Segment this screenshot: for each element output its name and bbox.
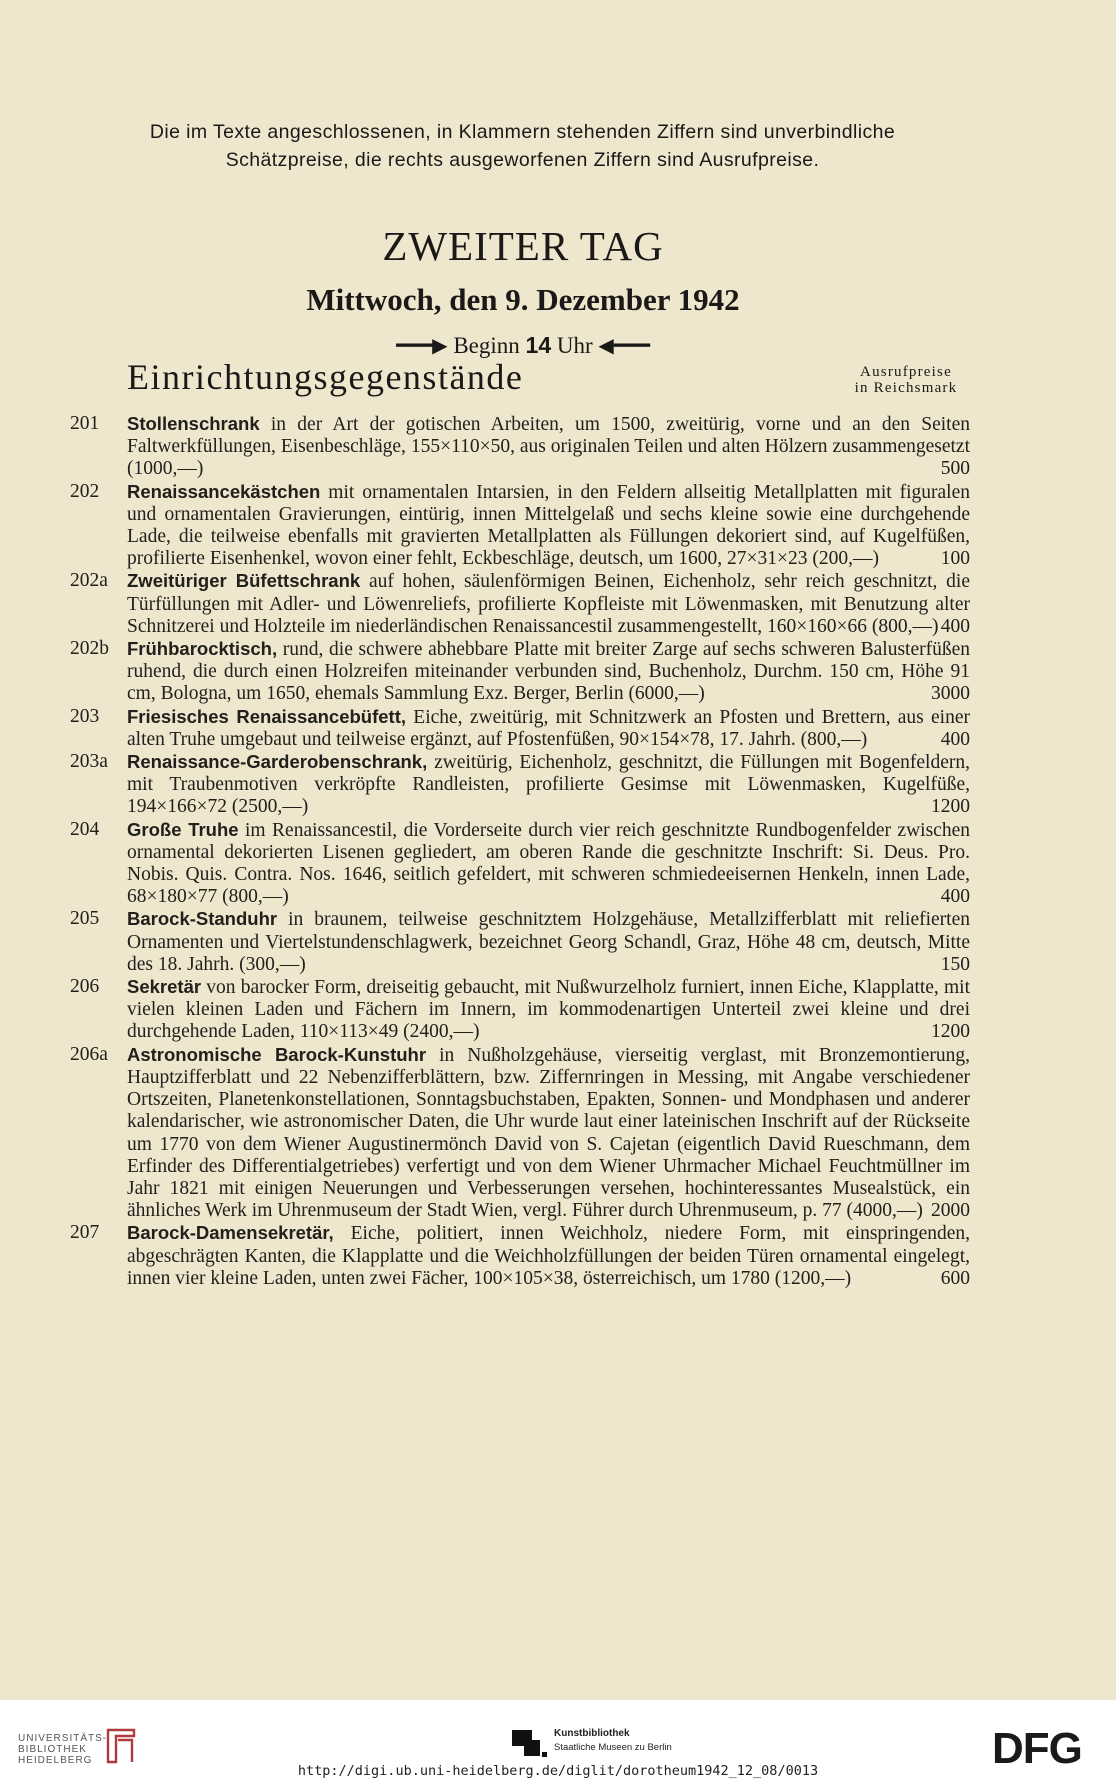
university-line2: BIBLIOTHEK	[18, 1744, 87, 1755]
university-line3: HEIDELBERG	[18, 1755, 93, 1766]
item-text: rund, die schwere abhebbare Platte mit breiter Zarge auf sechs schweren Balusterfüßen ruhend, die durch einen Holzreifen miteinander verbunden sind, Buchenholz, Durchm. 150 cm, Höhe 91 cm, Bologna, um 1650, ehemals Sammlung Exz. Berger, Berlin (6000,—)	[127, 639, 971, 705]
footer-bar	[0, 1700, 1116, 1786]
list-item	[70, 570, 970, 638]
item-name: Friesisches Renaissancebüfett,	[127, 705, 406, 727]
price-header-line2: in Reichsmark	[854, 380, 958, 396]
item-text: Eiche, zweitürig, mit Schnitzwerk an Pfosten und Brettern, aus einer alten Truhe umgebaut und teilweise ergänzt, auf Pfostenfüßen, 90×154×78, 17. Jahrh. (800,—)	[127, 706, 971, 750]
item-number: 206a	[70, 1043, 108, 1065]
item-text: im Renaissancestil, die Vorderseite durch vier reich geschnitzte Rundbogenfelder zwischen ornamental dekorierten Lisenen gegliedert, am oberen Rande die geschnitzte Inschrift: Si. Deus. Pro. Nobis. Quis. Contra. Nos. 1646, seitlich gefeldert, mit schweren schmiedeeisernen Henkeln, innen Lade, 68×180×77 (800,—)	[127, 819, 970, 908]
item-number: 202b	[70, 638, 109, 660]
section-title: Einrichtungsgegenstände	[127, 357, 524, 397]
item-text: auf hohen, säulenförmigen Beinen, Eichenholz, sehr reich geschnitzt, die Türfüllungen mit Adler- und Löwenreliefs, profilierte Kopfleiste mit Löwenmasken, mit Benutzung alter Schnitzerei und Holzteile im niederländischen Renaissancestil zusammengestellt, 160×160×66 (800,—)	[127, 571, 971, 637]
item-text: in Nußholzgehäuse, vierseitig verglast, mit Bronzemontierung, Hauptzifferblatt und 22 Nebenzifferblättern, bzw. Ziffernringen in Messing, mit Angabe verschiedener Ortszeiten, Planetenkonstellationen, Sonntagsbuchstaben, Epakten, Sonnen- und Mondphasen und anderer kalendarischer, wie astronomischer Daten, die Uhr wurde laut einer lateinischen Inschrift auf der Rückseite um 1770 von dem Wiener Augustinermönch David von S. Cajetan (eigentlich David Rueschmann, dem Erfinder des Differentialgetriebes) verfertigt und von dem Wiener Uhrmacher Michael Feuchtmüllner im Jahr 1821 mit einigen Neuerungen und Verbesserungen versehen, hochinteressantes Musealstück, ein ähnliches Werk im Uhrenmuseum der Stadt Wien, vergl. Führer durch Uhrenmuseum, p. 77 (4000,—)	[127, 1044, 971, 1222]
source-url[interactable]: http://digi.ub.uni-heidelberg.de/diglit/dorotheum1942_12_08/0013	[297, 1763, 819, 1779]
kunstbibliothek-name: Kunstbibliothek	[554, 1728, 630, 1739]
item-price: 1200	[931, 1021, 970, 1043]
day-title: ZWEITER TAG	[382, 223, 664, 269]
item-price: 1200	[931, 796, 970, 818]
item-number: 205	[70, 908, 100, 930]
arrow-left-icon: ◀━━━	[598, 335, 650, 357]
item-price: 400	[940, 615, 970, 637]
begin-unit: Uhr	[556, 333, 593, 358]
item-name: Renaissance-Garderobenschrank,	[127, 751, 428, 773]
university-logo-icon	[104, 1726, 138, 1766]
list-item	[70, 706, 970, 751]
university-line1: UNIVERSITÄTS-	[18, 1733, 108, 1744]
item-price: 500	[940, 458, 970, 480]
item-price: 150	[940, 953, 970, 975]
list-item	[70, 638, 970, 706]
item-number: 201	[70, 413, 100, 434]
list-item	[70, 751, 970, 819]
item-name: Astronomische Barock-Kunstuhr	[127, 1043, 427, 1065]
item-text: in braunem, teilweise geschnitztem Holzgehäuse, Metallzifferblatt mit reliefierten Ornamenten und Viertelstundenschlagwerk, bezeichnet Georg Schandl, Graz, Höhe 48 cm, deutsch, Mitte des 18. Jahrh. (300,—)	[127, 909, 970, 975]
item-name: Barock-Standuhr	[127, 908, 278, 930]
list-item	[70, 819, 970, 909]
date-line: Mittwoch, den 9. Dezember 1942	[306, 282, 740, 317]
item-list	[70, 413, 970, 1290]
item-number: 203	[70, 705, 100, 727]
arrow-right-icon: ━━━▶	[396, 335, 448, 357]
begin-label: Beginn	[453, 333, 520, 358]
header-note-line2: Schätzpreise, die rechts ausgeworfenen Ziffern sind Ausrufpreise.	[225, 149, 820, 171]
kunstbibliothek-sub: Staatliche Museen zu Berlin	[554, 1742, 672, 1753]
item-number: 202a	[70, 570, 108, 592]
header-note-line1: Die im Texte angeschlossenen, in Klammern stehenden Ziffern sind unverbindliche	[149, 121, 896, 143]
dfg-logo: DFG	[992, 1724, 1082, 1773]
header-note	[70, 118, 975, 174]
item-name: Barock-Damensekretär,	[127, 1222, 334, 1244]
item-name: Zweitüriger Büfettschrank	[127, 570, 361, 592]
list-item	[70, 481, 970, 571]
item-number: 202	[70, 480, 100, 502]
item-price: 2000	[931, 1200, 970, 1222]
item-name: Stollenschrank	[127, 413, 260, 434]
list-item	[70, 908, 970, 976]
item-price: 600	[940, 1267, 970, 1289]
item-text: von barocker Form, dreiseitig gebaucht, mit Nußwurzelholz furniert, innen Eiche, Klapplatte, mit vielen kleinen Laden und Fächern im Innern, im kommodenartigen Unterteil zwei kleine und drei durchgehende Laden, 110×113×49 (2400,—)	[127, 977, 971, 1043]
item-price: 3000	[931, 683, 970, 705]
item-number: 207	[70, 1222, 100, 1244]
item-text: zweitürig, Eichenholz, geschnitzt, die Füllungen mit Bogenfeldern, mit Traubenmotiven verkröpfte Randleisten, profilierte Gesimse mit Löwenmasken, Kugelfüße, 194×166×72 (2500,—)	[127, 752, 970, 818]
item-name: Renaissancekästchen	[127, 480, 321, 502]
list-item	[70, 1044, 970, 1223]
kunstbibliothek-logo-icon	[510, 1726, 550, 1762]
item-name: Große Truhe	[127, 818, 239, 840]
item-text: in der Art der gotischen Arbeiten, um 1500, zweitürig, vorne und an den Seiten Faltwerkfüllungen, Eisenbeschläge, 155×110×50, aus originalen Teilen und alten Hölzern zusammengesetzt (1000,—)	[127, 414, 970, 480]
item-text: mit ornamentalen Intarsien, in den Feldern allseitig Metallplatten mit figuralen und ornamentalen Gravierungen, eintürig, innen Mittelgelaß und sechs kleine sowie eine durchgehende Lade, die teilweise ebenfalls mit gravierten Metallplatten als Füllungen dekoriert sind, auf Kugelfüßen, profilierte Eisenhenkel, wovon einer fehlt, Eckbeschläge, deutsch, um 1600, 27×31×23 (200,—)	[127, 481, 970, 570]
item-name: Sekretär	[127, 976, 202, 998]
list-item	[70, 413, 970, 481]
price-column-header	[840, 364, 972, 396]
university-library-label	[18, 1733, 107, 1766]
begin-line	[0, 332, 1046, 359]
list-item	[70, 1222, 970, 1290]
item-price: 400	[940, 728, 970, 750]
kunstbibliothek-label	[554, 1727, 672, 1755]
begin-hour: 14	[525, 332, 552, 358]
list-item	[70, 976, 970, 1044]
item-price: 400	[940, 886, 970, 908]
item-number: 203a	[70, 751, 108, 773]
price-header-line1: Ausrufpreise	[860, 364, 952, 380]
item-price: 100	[940, 548, 970, 570]
item-number: 204	[70, 818, 100, 840]
item-number: 206	[70, 976, 100, 998]
item-text: Eiche, politiert, innen Weichholz, niedere Form, mit einspringenden, abgeschrägten Kanten, die Klapplatte und die Weichholzfüllungen der beiden Türen ornamental eingelegt, innen vier kleine Laden, unten zwei Fächer, 100×105×38, österreichisch, um 1780 (1200,—)	[127, 1223, 971, 1289]
item-name: Frühbarocktisch,	[127, 638, 278, 660]
